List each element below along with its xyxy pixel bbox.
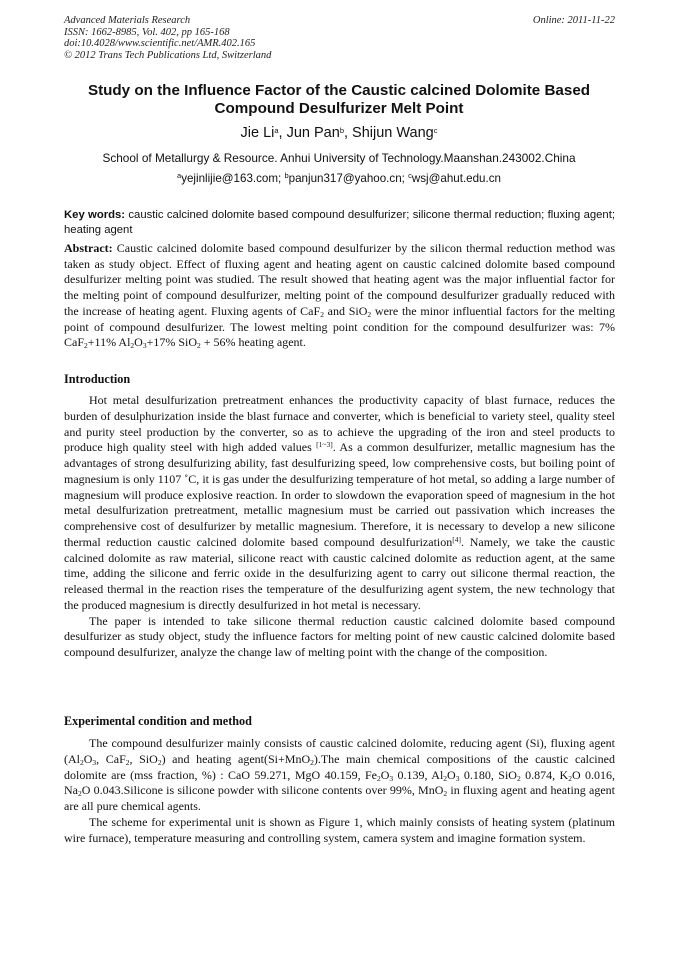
body-text: in fluxing agent and heating agent are all pure chemical agents. (64, 783, 615, 813)
body-text: ) and heating agent(Si+MnO (161, 751, 311, 766)
subscript: 3 (142, 341, 147, 351)
abstract-text: and SiO (323, 303, 368, 318)
keywords-text: caustic calcined dolomite based compound desulfurizer; silicone thermal reduction; fluxing agent; heating agent (64, 209, 615, 236)
introduction-paragraph-1 (64, 393, 615, 614)
abstract-text: +17% SiO (146, 335, 198, 350)
body-text: . Namely, we take the caustic calcined dolomite as raw material, silicone react with caustic calcined dolomite as reduction agent, at the same time, adding the silicone and ferric oxide in the desulfurizing agent to carry out silicone thermal reaction, the released thermal in the reaction rises the temperature of the desulfurizing agent system, the new technology that the produced magnesium is directly desulfurized in hot metal is necessary. (64, 534, 615, 612)
subscript: 3 (389, 773, 394, 783)
author-1: Jie Li (240, 125, 275, 141)
body-text: The compound desulfurizer mainly consists of caustic calcined dolomite, reducing agent (Si), fluxing agent (Al (64, 736, 615, 766)
abstract-text: Caustic calcined dolomite based compound desulfurizer by the silicon thermal reduction method was taken as study object. Effect of fluxing agent and heating agent on caustic calcined dolomite based compound desulfurizer melting point was studied. The result showed that heating agent was the major influential factor for the melting point of compound desulfurizer, melting point of the compound desulfurizer gradually reduced with the increase of heating agent. Fluxing agents of CaF (64, 241, 616, 318)
affiliation: School of Metallurgy & Resource. Anhui University of Technology.Maanshan.243002.China (102, 151, 576, 165)
body-text: , SiO (129, 751, 158, 766)
author-2: Jun Pan (286, 125, 340, 141)
subscript: 2 (516, 773, 521, 783)
introduction-body (64, 393, 615, 661)
introduction-paragraph-2: The paper is intended to take silicone thermal reduction caustic calcined dolomite based compound desulfurizer as study object, study the influence factors for melting point of new caustic calcined dolomite based compound desulfurizer, analyze the change law of melting point with the change of the composition. (64, 613, 615, 659)
body-text: , CaF (96, 751, 126, 766)
body-text: 0.874, K (520, 767, 569, 782)
subscript: 3 (92, 757, 97, 767)
author-2-mark: b (339, 126, 344, 135)
experimental-body (64, 736, 615, 846)
title-line-2: Compound Desulfurizer Melt Point (214, 100, 464, 117)
keywords-label: Key words: (64, 209, 126, 221)
body-text: O 0.016, Na (64, 767, 616, 798)
author-1-mark: a (274, 126, 279, 135)
subscript: 2 (197, 341, 201, 351)
subscript: 2 (376, 773, 381, 783)
body-text: O 0.043.Silicone is silicone powder with silicone contents over 99%, MnO (81, 783, 444, 798)
email-2-mark: b (284, 171, 289, 180)
body-text: O (447, 767, 456, 782)
journal-name: Advanced Materials Research (64, 15, 191, 26)
citation[interactable]: [4] (452, 534, 461, 544)
subscript: 2 (443, 789, 448, 799)
author-3-mark: c (433, 126, 438, 135)
issn-line: ISSN: 1662-8985, Vol. 402, pp 165-168 (64, 26, 230, 38)
experimental-paragraph-1 (64, 736, 615, 815)
subscript: 2 (84, 341, 88, 351)
abstract-text: were the minor influential factors for the melting point of compound desulfurizer. The lowest melting point condition for the compound desulfurizer was: 7% CaF (64, 303, 616, 350)
subscript: 2 (157, 757, 162, 767)
email-list (40, 172, 638, 186)
email-1-mark: a (177, 171, 182, 180)
body-text: O (380, 767, 390, 782)
email-1[interactable]: yejinlijie@163.com; (181, 172, 282, 185)
subscript: 2 (568, 773, 572, 783)
subscript: 2 (78, 789, 82, 799)
body-text: Hot metal desulfurization pretreatment enhances the productivity capacity of blast furnace, reduces the burden of desulphurization inside the blast furnace and converter, which is beneficial to variety steel, quality steel and purity steel production by the converter, so as to achieve the upgrading of the iron and steel products to produce high quality steel with high added values (64, 393, 615, 455)
email-3-mark: c (408, 171, 412, 180)
subscript: 2 (125, 757, 130, 767)
author-3: Shijun Wang (352, 125, 434, 141)
abstract (64, 241, 615, 351)
subscript: 3 (455, 773, 460, 783)
paper-title (55, 82, 623, 118)
body-text: . As a common desulfurizer, metallic magnesium has the advantages of strong desulfurizing ability, fast desulfurizing speed, low comprehensive costs, but boiling point of magnesium is only 1107 ˚C, it is gas under the desulfurizing temperature of hot metal, so adding a large number of magnesium will produce explosive reaction. In order to slowdown the evaporation speed of magnesium in the hot metal desulfurization pretreatment, metallic magnesium must be carried out passivation which increases the comprehensive cost of desulfurizer by metallic magnesium. Therefore, it is necessary to develop a new silicone thermal reduction caustic calcined dolomite based compound desulfurization (64, 440, 616, 549)
body-text: O (83, 751, 93, 766)
subscript: 2 (367, 309, 372, 319)
body-text: 0.139, Al (393, 767, 444, 782)
email-2[interactable]: panjun317@yahoo.cn; (288, 172, 405, 185)
abstract-label: Abstract: (64, 241, 113, 255)
experimental-paragraph-2: The scheme for experimental unit is shown as Figure 1, which mainly consists of heating system (platinum wire furnace), temperature measuring and controlling system, camera system and imagine formation system. (64, 814, 615, 845)
subscript: 2 (310, 757, 314, 767)
keywords (64, 208, 615, 238)
online-date: Online: 2011-11-22 (532, 15, 615, 26)
section-heading-introduction: Introduction (64, 372, 131, 386)
subscript: 2 (80, 757, 84, 767)
abstract-text: O (134, 335, 143, 350)
journal-header (64, 15, 615, 61)
copyright-line: © 2012 Trans Tech Publications Ltd, Switzerland (64, 49, 272, 61)
subscript: 2 (130, 341, 135, 351)
subscript: 2 (443, 773, 448, 783)
body-text: 0.180, SiO (459, 767, 517, 782)
section-heading-experimental: Experimental condition and method (64, 714, 252, 728)
abstract-text: + 56% heating agent. (200, 335, 306, 350)
author-list: Jie Li$^a$, Jun Pan$^b$, Shijun Wang$^c$ (240, 125, 438, 141)
title-line-1: Study on the Influence Factor of the Caustic calcined Dolomite Based (87, 82, 591, 99)
citation[interactable]: [1~3] (316, 440, 333, 450)
email-3[interactable]: wsj@ahut.edu.cn (411, 172, 501, 185)
abstract-text: +11% Al (87, 335, 131, 350)
body-text: ).The main chemical compositions of the caustic calcined dolomite are (mss fraction, %) : CaO 59.271, MgO 40.159, Fe (64, 751, 615, 782)
doi-line: doi:10.4028/www.scientific.net/AMR.402.165 (64, 38, 256, 50)
subscript: 2 (320, 309, 324, 319)
